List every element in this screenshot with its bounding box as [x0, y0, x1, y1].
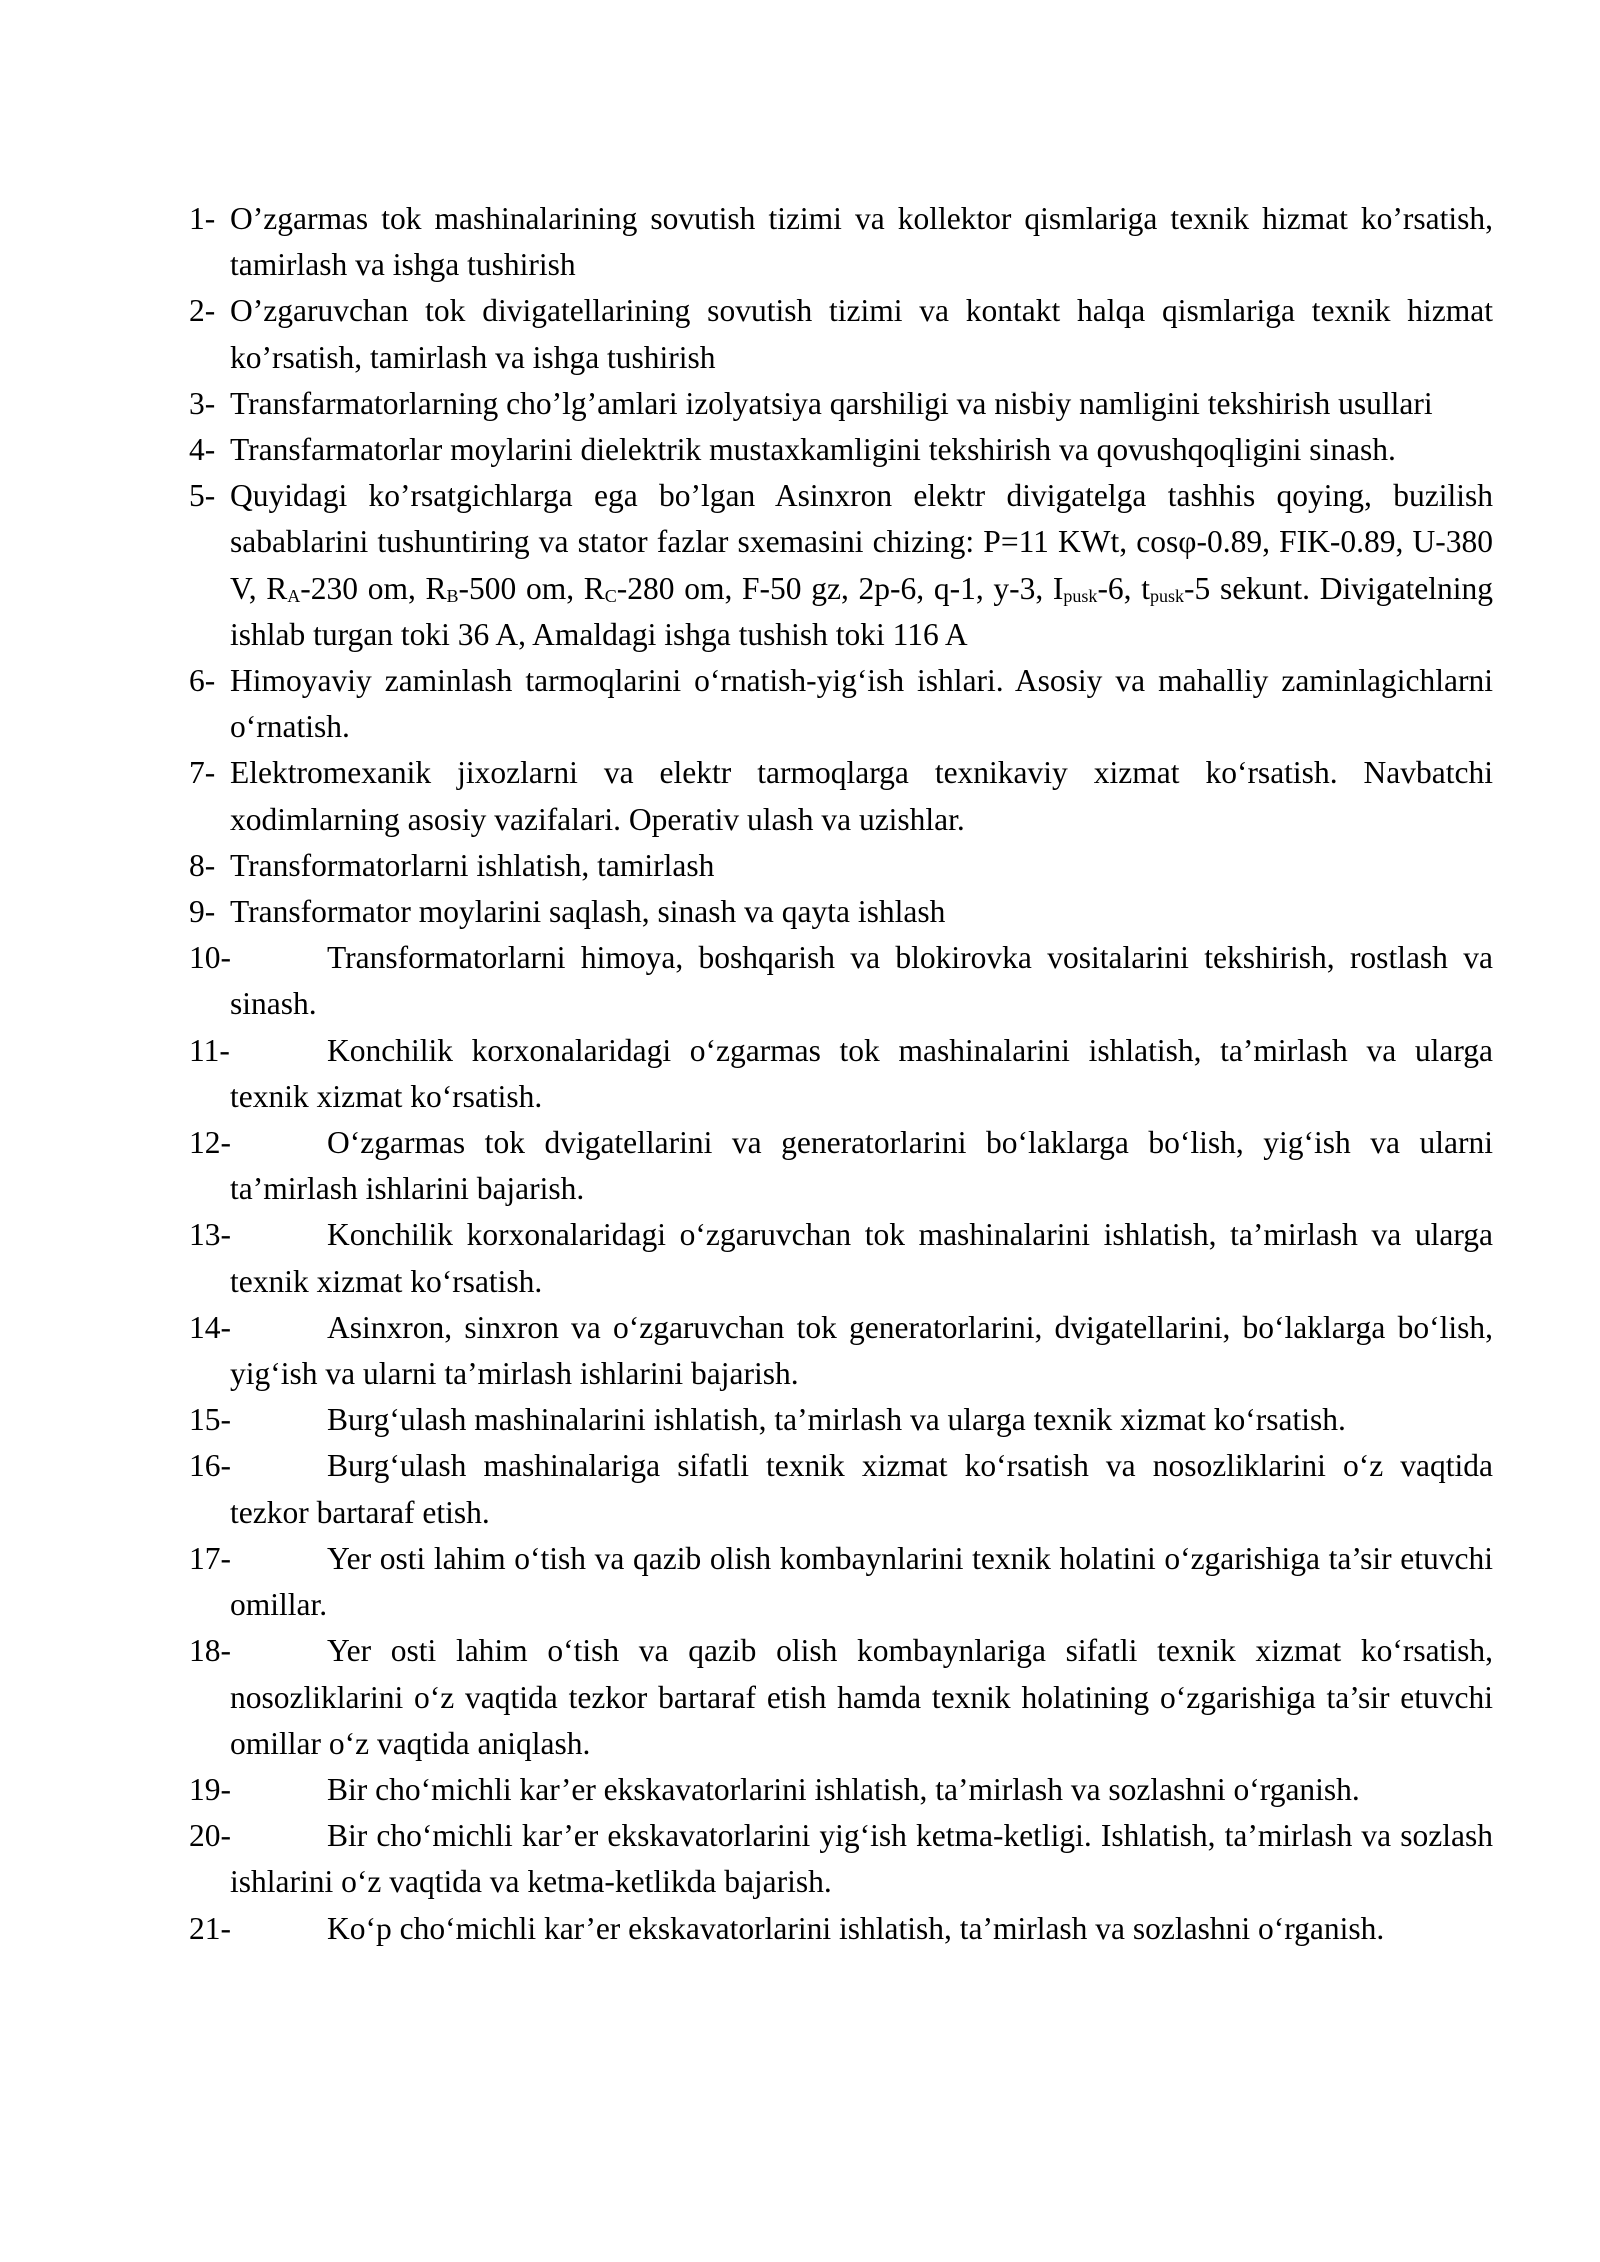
item-number: 16-	[189, 1448, 231, 1484]
item-text	[230, 473, 1493, 658]
item-number: 14-	[189, 1309, 231, 1345]
text-segment: -5 sekunt. Divigatelning ishlab turgan toki 36 A, Amaldagi ishga tushish toki 116 A	[230, 570, 1493, 652]
item-text: Konchilik korxonalaridagi o‘zgaruvchan tok mashinalarini ishlatish, ta’mirlash va ularga texnik xizmat ko‘rsatish.	[230, 1217, 1493, 1299]
item-number: 4-	[189, 432, 216, 468]
subscript: pusk	[1063, 585, 1098, 606]
item-text: Burg‘ulash mashinalarini ishlatish, ta’mirlash va ularga texnik xizmat ko‘rsatish.	[327, 1402, 1346, 1438]
item-text: O’zgaruvchan tok divigatellarining sovutish tizimi va kontakt halqa qismlariga texnik hizmat ko’rsatish, tamirlash va ishga tushirish	[230, 293, 1493, 375]
item-text: Bir cho‘michli kar’er ekskavatorlarini ishlatish, ta’mirlash va sozlashni o‘rganish.	[327, 1771, 1360, 1807]
list-item	[189, 1906, 1493, 1952]
list-item	[189, 381, 1493, 427]
document-page	[189, 196, 1493, 1952]
list-item	[189, 427, 1493, 473]
item-text: Konchilik korxonalaridagi o‘zgarmas tok mashinalarini ishlatish, ta’mirlash va ularga texnik xizmat ko‘rsatish.	[230, 1032, 1493, 1114]
list-item	[189, 1536, 1493, 1628]
list-item	[189, 1628, 1493, 1767]
list-item	[189, 1813, 1493, 1905]
item-text: Elektromexanik jixozlarni va elektr tarmoqlarga texnikaviy xizmat ko‘rsatish. Navbatchi xodimlarning asosiy vazifalari. Operativ ulash va uzishlar.	[230, 755, 1493, 837]
list-item	[189, 1305, 1493, 1397]
item-text: Himoyaviy zaminlash tarmoqlarini o‘rnatish-yig‘ish ishlari. Asosiy va mahalliy zaminlagichlarni o‘rnatish.	[230, 663, 1493, 745]
list-item	[189, 1767, 1493, 1813]
item-number: 21-	[189, 1910, 231, 1946]
item-number: 15-	[189, 1402, 231, 1438]
item-number: 11-	[189, 1032, 230, 1068]
text-segment: -230 om, R	[300, 570, 447, 606]
item-number: 18-	[189, 1633, 231, 1669]
list-item	[189, 750, 1493, 842]
subscript: C	[604, 585, 617, 606]
item-text: Yer osti lahim o‘tish va qazib olish kombaynlariga sifatli texnik xizmat ko‘rsatish, nosozliklarini o‘z vaqtida tezkor bartaraf etish hamda texnik holatining o‘zgarishiga ta’sir etuvchi omillar o‘z vaqtida aniqlash.	[230, 1633, 1493, 1761]
item-text: Asinxron, sinxron va o‘zgaruvchan tok generatorlarini, dvigatellarini, bo‘laklarga bo‘lish, yig‘ish va ularni ta’mirlash ishlarini bajarish.	[230, 1309, 1493, 1392]
list-item	[189, 889, 1493, 935]
item-text: O’zgarmas tok mashinalarining sovutish tizimi va kollektor qismlariga texnik hizmat ko’rsatish, tamirlash va ishga tushirish	[230, 201, 1493, 283]
text-segment: Quyidagi ko’rsatgichlarga ega bo’lgan Asinxron elektr divigatelga tashhis qoying, buzilish sabablarini tushuntiring va stator fazlar sxemasini chizing: P=11 KWt, cosφ-0.89, FIK-0.89, U-380 V, R	[230, 478, 1493, 606]
text-segment: -500 om, R	[458, 570, 605, 606]
item-number: 7-	[189, 755, 216, 791]
item-text: Transformator moylarini saqlash, sinash va qayta ishlash	[230, 894, 946, 930]
item-number: 20-	[189, 1818, 231, 1854]
subscript: B	[446, 585, 459, 606]
item-number: 17-	[189, 1540, 231, 1576]
item-number: 6-	[189, 663, 216, 699]
list-item	[189, 1397, 1493, 1443]
item-number: 19-	[189, 1771, 231, 1807]
subscript: pusk	[1150, 585, 1185, 606]
item-text: Transformatorlarni ishlatish, tamirlash	[230, 847, 715, 883]
item-number: 3-	[189, 385, 216, 421]
list-item	[189, 1212, 1493, 1304]
item-text: Yer osti lahim o‘tish va qazib olish kombaynlarini texnik holatini o‘zgarishiga ta’sir etuvchi omillar.	[230, 1540, 1493, 1623]
list-item	[189, 196, 1493, 288]
item-number: 12-	[189, 1125, 231, 1161]
item-number: 2-	[189, 293, 216, 329]
item-text: Transfarmatorlar moylarini dielektrik mustaxkamligini tekshirish va qovushqoqligini sinash.	[230, 432, 1396, 468]
subscript: A	[287, 585, 301, 606]
item-text: O‘zgarmas tok dvigatellarini va generatorlarini bo‘laklarga bo‘lish, yig‘ish va ularni ta’mirlash ishlarini bajarish.	[230, 1125, 1493, 1207]
list-item	[189, 1028, 1493, 1120]
item-text: Ko‘p cho‘michli kar’er ekskavatorlarini ishlatish, ta’mirlash va sozlashni o‘rganish.	[327, 1910, 1385, 1946]
text-segment: -280 om, F-50 gz, 2p-6, q-1, y-3, I	[616, 570, 1064, 606]
list-item	[189, 935, 1493, 1027]
item-text: Bir cho‘michli kar’er ekskavatorlarini yig‘ish ketma-ketligi. Ishlatish, ta’mirlash va sozlash ishlarini o‘z vaqtida va ketma-ketlikda bajarish.	[230, 1818, 1493, 1900]
list-item	[189, 288, 1493, 380]
list-item-motor-task	[189, 473, 1493, 658]
item-number: 1-	[189, 201, 216, 236]
item-number: 5-	[189, 478, 216, 514]
item-number: 10-	[189, 940, 231, 976]
item-number: 13-	[189, 1217, 231, 1253]
list-item	[189, 658, 1493, 750]
text-segment: -6, t	[1097, 570, 1150, 606]
list-item	[189, 1120, 1493, 1212]
item-text: Burg‘ulash mashinalariga sifatli texnik xizmat ko‘rsatish va nosozliklarini o‘z vaqtida tezkor bartaraf etish.	[230, 1448, 1493, 1530]
item-text: Transformatorlarni himoya, boshqarish va blokirovka vositalarini tekshirish, rostlash va sinash.	[230, 940, 1493, 1022]
item-text: Transfarmatorlarning cho’lg’amlari izolyatsiya qarshiligi va nisbiy namligini tekshirish usullari	[230, 385, 1433, 421]
item-number: 9-	[189, 894, 216, 930]
list-item	[189, 1443, 1493, 1535]
item-number: 8-	[189, 847, 216, 883]
list-item	[189, 843, 1493, 889]
